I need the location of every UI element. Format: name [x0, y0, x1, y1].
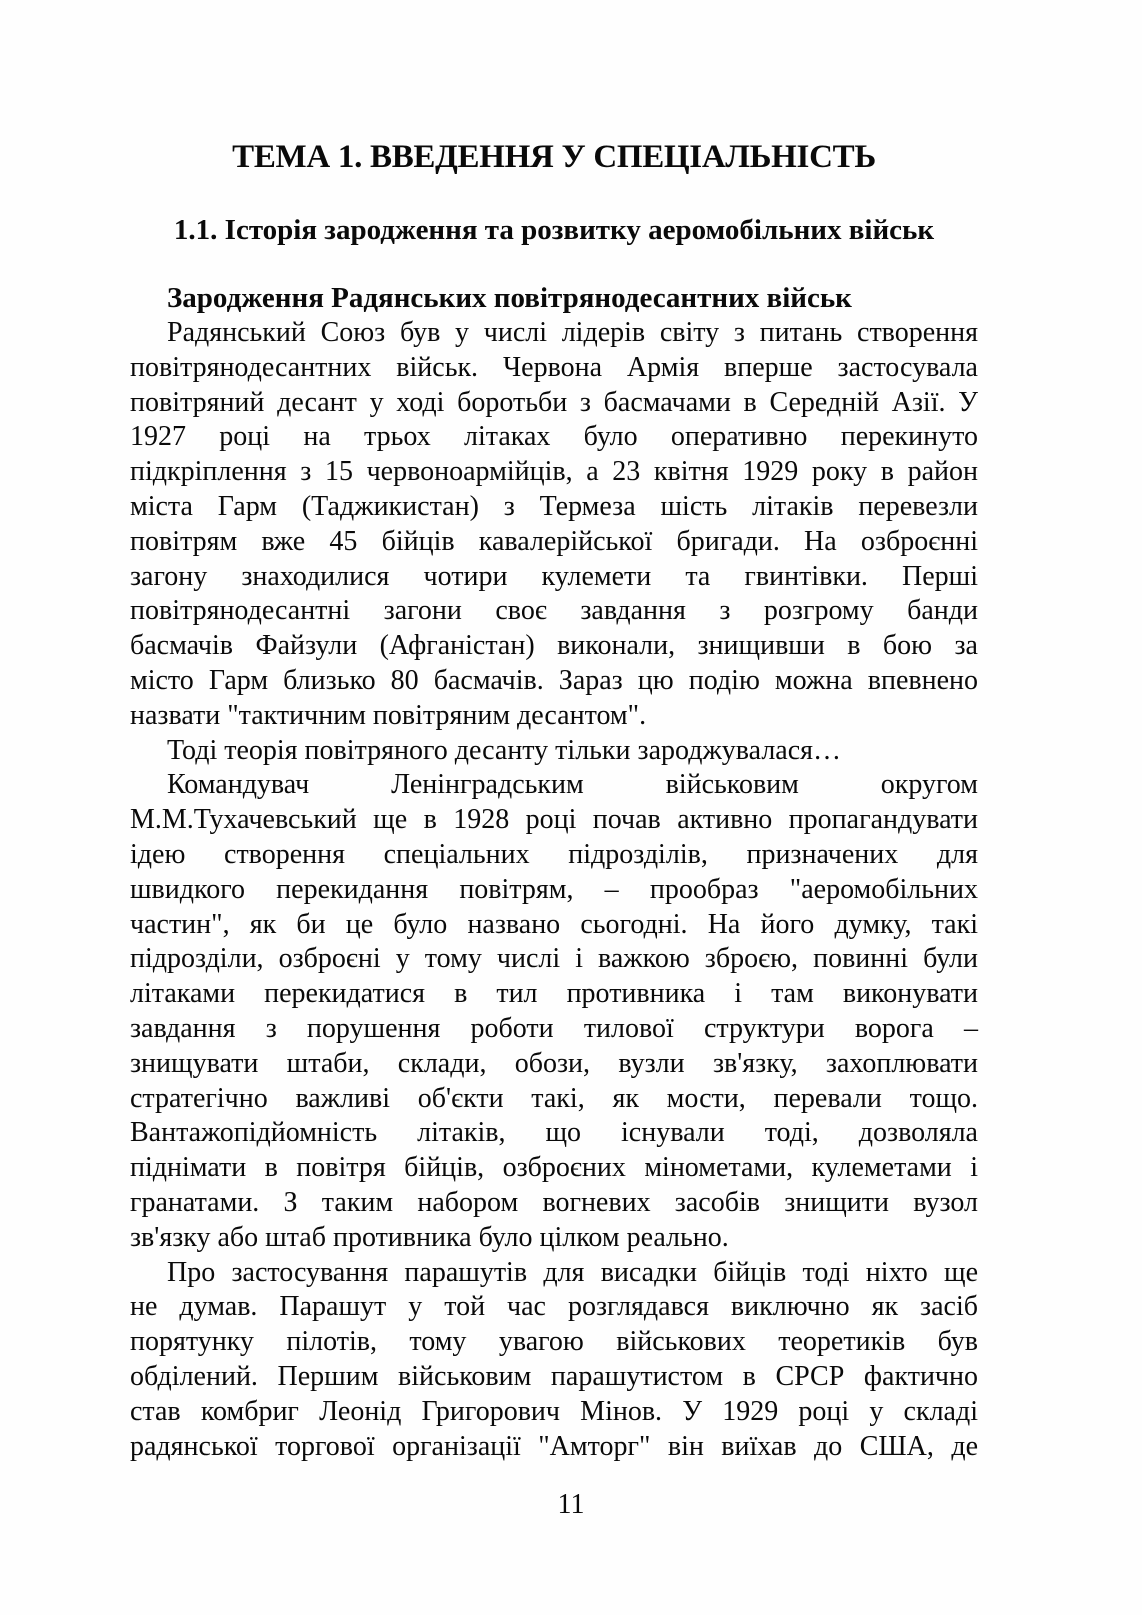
text-line: Про застосування парашутів для висадки бійців тоді ніхто ще: [167, 1256, 978, 1288]
text-line: порятунку пілотів, тому увагою військових теоретиків був: [130, 1326, 978, 1358]
page-number: 11: [557, 1489, 585, 1520]
text-line: повітряний десант у ході боротьби з басмачами в Середній Азії. У: [130, 386, 978, 418]
text-line: Тоді теорія повітряного десанту тільки зароджувалася…: [167, 734, 842, 766]
text-line: обділений. Першим військовим парашутистом в СРСР фактично: [130, 1360, 978, 1392]
text-line: зв'язку або штаб противника було цілком реально.: [130, 1221, 729, 1253]
text-line: повітрянодесантні загони своє завдання з розгрому банди: [130, 595, 978, 627]
section-title: 1.1. Історія зародження та розвитку аеромобільних військ: [173, 214, 935, 246]
text-line: літаками перекидатися в тил противника і там виконувати: [130, 978, 978, 1010]
body-text: [130, 316, 978, 1464]
text-line: місто Гарм близько 80 басмачів. Зараз цю подію можна впевнено: [130, 664, 978, 696]
text-line: стратегічно важливі об'єкти такі, як мости, перевали тощо.: [130, 1082, 978, 1114]
text-line: Вантажопідйомність літаків, що існували тоді, дозволяла: [130, 1117, 978, 1149]
text-line: завдання з порушення роботи тилової структури ворога –: [130, 1012, 978, 1044]
text-line: радянської торгової організації "Амторг" він виїхав до США, де: [130, 1430, 978, 1462]
text-line: ідею створення спеціальних підрозділів, призначених для: [130, 838, 978, 870]
text-line: знищувати штаби, склади, обози, вузли зв'язку, захоплювати: [130, 1047, 978, 1079]
text-line: не думав. Парашут у той час розглядався виключно як засіб: [130, 1291, 978, 1323]
text-line: назвати "тактичним повітряним десантом".: [130, 699, 647, 731]
text-line: повітрянодесантних військ. Червона Армія вперше застосувала: [130, 351, 978, 383]
text-line: басмачів Файзули (Афганістан) виконали, знищивши в бою за: [130, 630, 978, 662]
text-line: швидкого перекидання повітрям, – прообраз "аеромобільних: [130, 873, 978, 905]
text-line: підрозділи, озброєні у тому числі і важкою зброєю, повинні були: [130, 943, 978, 975]
text-line: став комбриг Леонід Григорович Мінов. У 1929 році у складі: [130, 1395, 978, 1427]
text-line: частин", як би це було названо сьогодні. На його думку, такі: [130, 908, 978, 940]
text-line: підкріплення з 15 червоноармійців, а 23 квітня 1929 року в район: [130, 456, 978, 488]
text-line: загону знаходилися чотири кулемети та гвинтівки. Перші: [130, 560, 978, 592]
subsection-heading: Зародження Радянських повітрянодесантних військ: [167, 282, 852, 314]
text-line: Радянський Союз був у числі лідерів світу з питань створення: [167, 317, 978, 348]
text-line: гранатами. З таким набором вогневих засобів знищити вузол: [130, 1186, 978, 1218]
text-line: Командувач Ленінградським військовим округом: [167, 769, 978, 801]
text-line: 1927 році на трьох літаках було оперативно перекинуто: [130, 421, 978, 453]
text-line: М.М.Тухачевський ще в 1928 році почав активно пропагандувати: [130, 804, 978, 836]
chapter-title: ТЕМА 1. ВВЕДЕННЯ У СПЕЦІАЛЬНІСТЬ: [232, 139, 876, 175]
text-line: піднімати в повітря бійців, озброєних мінометами, кулеметами і: [130, 1152, 978, 1184]
text-line: повітрям вже 45 бійців кавалерійської бригади. На озброєнні: [130, 525, 978, 557]
text-line: міста Гарм (Таджикистан) з Термеза шість літаків перевезли: [130, 490, 978, 522]
